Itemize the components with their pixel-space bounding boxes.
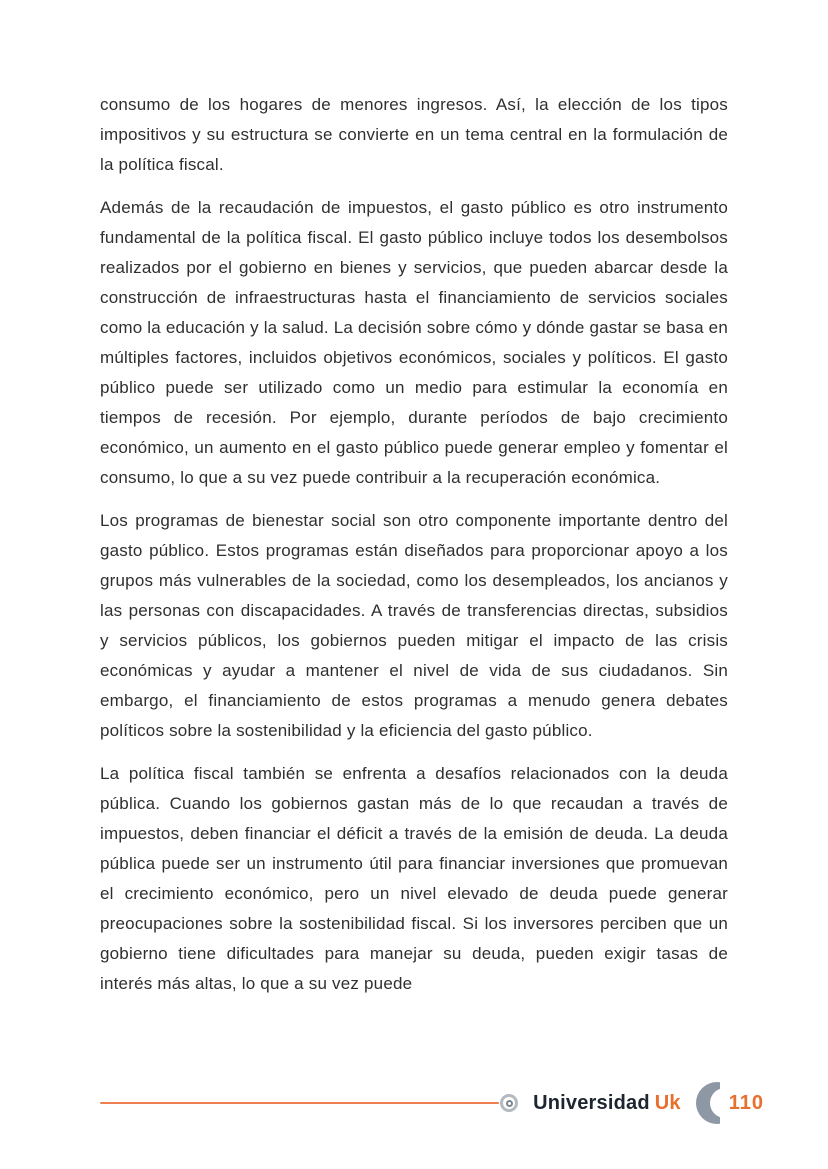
footer-rule [100, 1102, 499, 1104]
bullseye-dot [506, 1100, 513, 1107]
brand-logo-text [533, 1092, 681, 1115]
body-paragraph: La política fiscal también se enfrenta a desafíos relacionados con la deuda pública. Cuando los gobiernos gastan más de lo que recaudan a través de impuestos, deben financiar el déficit a través de la emisión de deuda. La deuda pública puede ser un instrumento útil para financiar inversiones que promuevan el crecimiento económico, pero un nivel elevado de deuda puede generar preocupaciones sobre la sostenibilidad fiscal. Si los inversores perciben que un gobierno tiene dificultades para manejar su deuda, pueden exigir tasas de interés más altas, lo que a su vez puede [100, 764, 728, 993]
body-text [100, 90, 728, 1012]
crescent-moon-icon [694, 1080, 720, 1126]
bullseye-icon [500, 1094, 518, 1112]
page-number: 110 [728, 1091, 764, 1114]
brand-suffix: Uk [654, 1091, 681, 1114]
body-paragraph: consumo de los hogares de menores ingresos. Así, la elección de los tipos impositivos y su estructura se convierte en un tema central en la formulación de la política fiscal. [100, 95, 728, 174]
brand-name: Universidad [533, 1091, 650, 1114]
body-paragraph: Los programas de bienestar social son otro componente importante dentro del gasto público. Estos programas están diseñados para proporcionar apoyo a los grupos más vulnerables de la sociedad, como los desempleados, los ancianos y las personas con discapacidades. A través de transferencias directas, subsidios y servicios públicos, los gobiernos pueden mitigar el impacto de las crisis económicas y ayudar a mantener el nivel de vida de sus ciudadanos. Sin embargo, el financiamiento de estos programas a menudo genera debates políticos sobre la sostenibilidad y la eficiencia del gasto público. [100, 511, 728, 740]
body-paragraph: Además de la recaudación de impuestos, el gasto público es otro instrumento fundamental de la política fiscal. El gasto público incluye todos los desembolsos realizados por el gobierno en bienes y servicios, que pueden abarcar desde la construcción de infraestructuras hasta el financiamiento de servicios sociales como la educación y la salud. La decisión sobre cómo y dónde gastar se basa en múltiples factores, incluidos objetivos económicos, sociales y políticos. El gasto público puede ser utilizado como un medio para estimular la economía en tiempos de recesión. Por ejemplo, durante períodos de bajo crecimiento económico, un aumento en el gasto público puede generar empleo y fomentar el consumo, lo que a su vez puede contribuir a la recuperación económica. [100, 198, 728, 487]
page-footer [100, 1080, 764, 1126]
